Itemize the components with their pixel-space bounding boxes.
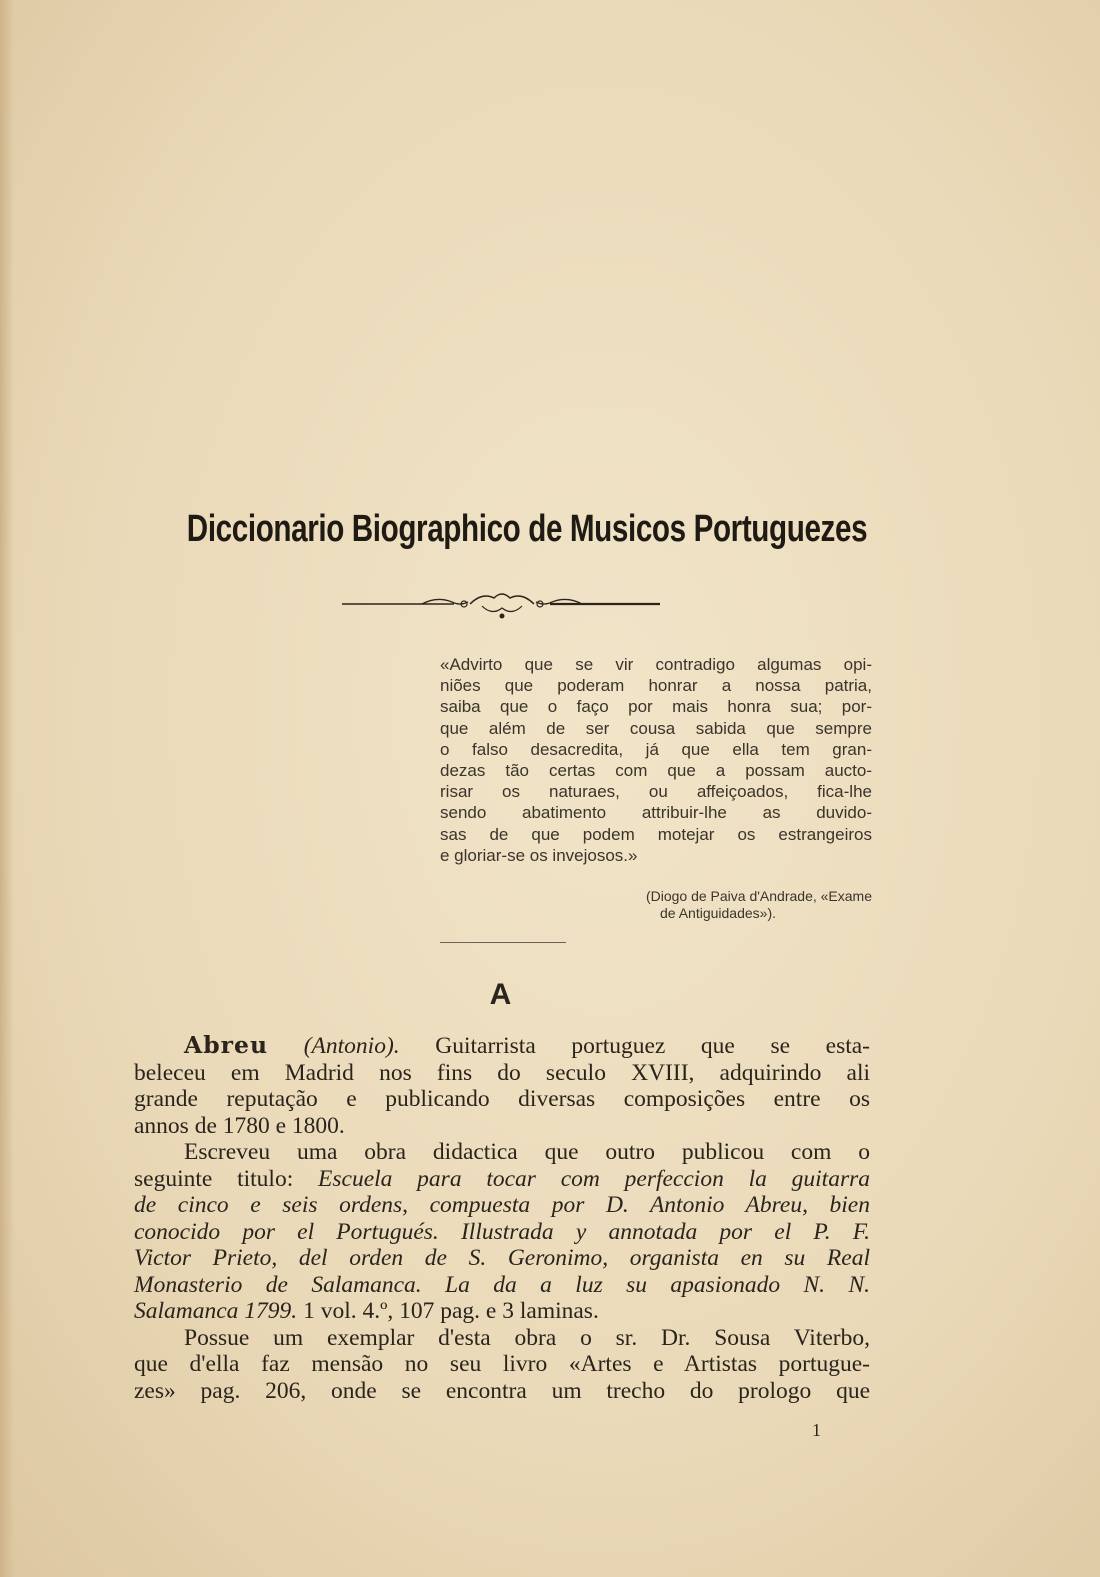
epigraph-line: o falso desacredita, já que ella tem gran-	[440, 739, 872, 759]
entry-headword-note: (Antonio).	[303, 1033, 400, 1059]
attribution-line: (Diogo de Paiva d'Andrade, «Exame	[645, 888, 872, 904]
epigraph-line: e gloriar-se os invejosos.»	[440, 845, 638, 865]
entry-line: Possue um exemplar d'esta obra o sr. Dr. Sousa Viterbo,	[184, 1324, 870, 1351]
entry-title-italic: Salamanca 1799.	[134, 1298, 298, 1324]
entry-body	[134, 1032, 870, 1404]
entry-line-text: 1 vol. 4.º, 107 pag. e 3 laminas.	[297, 1298, 599, 1324]
entry-line: annos de 1780 e 1800.	[134, 1112, 345, 1139]
epigraph-line: risar os naturaes, ou affeiçoados, fica-lhe	[440, 782, 872, 802]
entry-title-italic: Escuela para tocar com perfeccion la guitarra	[318, 1165, 870, 1192]
epigraph-quote	[440, 654, 872, 866]
entry-line	[134, 1192, 870, 1219]
entry-line: que d'ella faz mensão no seu livro «Artes e Artistas portugue-	[134, 1351, 870, 1377]
page-title: Diccionario Biographico de Musicos Portuguezes	[186, 508, 868, 550]
entry-headword: Abreu	[184, 1031, 269, 1059]
divider-rule	[440, 942, 566, 943]
entry-line	[134, 1219, 870, 1246]
entry-line-text: seguinte titulo:	[134, 1165, 319, 1192]
entry-line: beleceu em Madrid nos fins do seculo XVIII, adquirindo ali	[134, 1059, 870, 1086]
ornament-divider	[342, 588, 662, 622]
entry-title-italic: conocido por el Portugués. Illustrada y annotada por el P. F.	[134, 1218, 870, 1245]
entry-line	[134, 1272, 870, 1299]
entry-line: Escreveu uma obra didactica que outro publicou com o	[184, 1139, 870, 1165]
epigraph-line: dezas tão certas com que a possam aucto-	[440, 761, 872, 781]
page-number: 1	[812, 1420, 821, 1440]
entry-line	[134, 1245, 870, 1272]
epigraph-line: sendo abatimento attribuir-lhe as duvido-	[440, 803, 872, 823]
attribution-line: de Antiguidades»).	[660, 905, 776, 921]
entry-title-italic: Monasterio de Salamanca. La da a luz su apasionado N. N.	[134, 1271, 870, 1298]
epigraph-line: niões que poderam honrar a nossa patria,	[440, 676, 872, 696]
entry-line: zes» pag. 206, onde se encontra um trecho do prologo que	[134, 1377, 870, 1404]
epigraph-line: sas de que podem motejar os estrangeiros	[440, 824, 872, 844]
entry-line	[134, 1166, 870, 1193]
entry-line-text: Guitarrista portuguez que se esta-	[435, 1033, 871, 1059]
epigraph-attribution	[440, 888, 872, 922]
section-letter: A	[489, 978, 513, 1011]
entry-line	[134, 1298, 870, 1325]
entry-title-italic: de cinco e seis ordens, compuesta por D. Antonio Abreu, bien	[134, 1192, 870, 1218]
page-edge-shadow	[0, 0, 14, 1577]
epigraph-line: que além de ser cousa sabida que sempre	[440, 718, 872, 738]
entry-line: grande reputação e publicando diversas composições entre os	[134, 1086, 870, 1112]
entry-first-line	[134, 1032, 870, 1060]
entry-title-italic: Victor Prieto, del orden de S. Geronimo, organista en su Real	[134, 1245, 870, 1271]
epigraph-line: «Advirto que se vir contradigo algumas opi-	[440, 655, 872, 674]
epigraph-line: saiba que o faço por mais honra sua; por-	[440, 697, 872, 717]
